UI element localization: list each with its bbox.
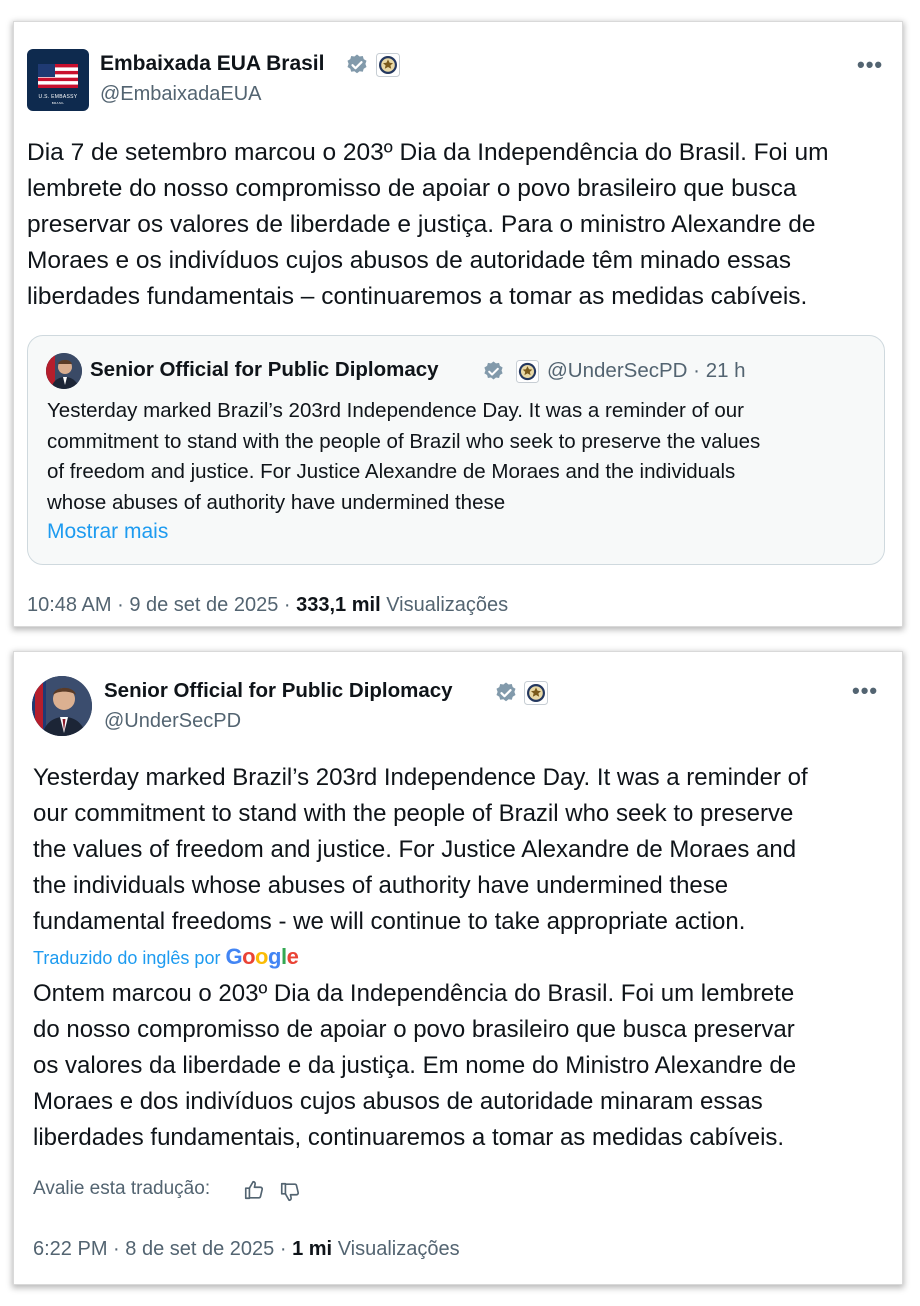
quote-author-name[interactable]: Senior Official for Public Diplomacy — [90, 358, 439, 381]
views-label: Visualizações — [386, 594, 509, 616]
thumbs-up-icon[interactable] — [243, 1179, 265, 1206]
us-flag-icon — [38, 64, 78, 88]
views-label: Visualizações — [337, 1238, 460, 1260]
state-seal-icon — [376, 53, 400, 82]
author-name[interactable]: Senior Official for Public Diplomacy — [104, 679, 453, 702]
quote-avatar[interactable] — [46, 353, 82, 389]
rate-translation — [33, 1178, 210, 1200]
views-count: 1 mi — [292, 1238, 333, 1260]
author-avatar[interactable] — [32, 676, 92, 736]
quoted-tweet[interactable] — [27, 335, 885, 565]
quote-time[interactable]: 21 h — [705, 359, 746, 382]
verified-badge-icon[interactable] — [345, 53, 369, 82]
more-icon[interactable]: ••• — [857, 52, 884, 77]
more-icon[interactable]: ••• — [852, 678, 879, 703]
tweet-date[interactable]: 8 de set de 2025 — [125, 1238, 275, 1260]
tweet-time[interactable]: 10:48 AM — [27, 594, 112, 616]
tweet-card-undersec — [14, 652, 902, 1284]
translated-by — [33, 944, 298, 970]
author-handle[interactable]: @EmbaixadaEUA — [100, 83, 262, 105]
state-seal-icon — [516, 360, 539, 388]
author-handle[interactable]: @UnderSecPD — [104, 710, 242, 732]
tweet-time[interactable]: 6:22 PM — [33, 1238, 108, 1260]
quote-author-handle[interactable]: @UnderSecPD — [547, 359, 688, 382]
show-more-link[interactable]: Mostrar mais — [47, 520, 169, 543]
quote-text: Yesterday marked Brazil’s 203rd Independence Day. It was a reminder of our commitment to stand with the people of Brazil who seek to preserve the values of freedom and justice. For Justice Alexandre de Moraes and the individuals whose abuses of authority have undermined these — [47, 399, 761, 514]
author-name[interactable]: Embaixada EUA Brasil — [100, 52, 325, 75]
tweet-date[interactable]: 9 de set de 2025 — [129, 594, 279, 616]
translated-label[interactable]: Traduzido do inglês por — [33, 948, 221, 968]
avatar-label: U.S. EMBASSY BRASIL — [38, 94, 78, 105]
state-seal-icon — [524, 681, 548, 710]
google-logo: Google — [225, 944, 299, 969]
tweet-meta: 10:48 AM · 9 de set de 2025 · 333,1 mil Visualizações — [27, 594, 509, 616]
quote-handle-time: @UnderSecPD · 21 h — [547, 359, 746, 382]
verified-badge-icon[interactable] — [482, 360, 505, 388]
tweet-text: Yesterday marked Brazil’s 203rd Independence Day. It was a reminder of our commitment to stand with the people of Brazil who seek to preserve the values of freedom and justice. For Justice Alexandre de Moraes and the individuals whose abuses of authority have undermined these fundamental freedoms - we will continue to take appropriate action. — [33, 764, 808, 935]
thumbs-down-icon[interactable] — [279, 1181, 301, 1208]
tweet-text: Dia 7 de setembro marcou o 203º Dia da Independência do Brasil. Foi um lembrete do nosso compromisso de apoiar o povo brasileiro que busca preservar os valores de liberdade e justiça. Para o ministro Alexandre de Moraes e os indivíduos cujos abusos de autoridade têm minado essas liberdades fundamentais – continuaremos a tomar as medidas cabíveis. — [27, 139, 829, 310]
translation-text: Ontem marcou o 203º Dia da Independência do Brasil. Foi um lembrete do nosso compromisso de apoiar o povo brasileiro que busca preservar os valores da liberdade e da justiça. Em nome do Ministro Alexandre de Moraes e dos indivíduos cujos abusos de autoridade minaram essas liberdades fundamentais, continuaremos a tomar as medidas cabíveis. — [33, 980, 797, 1151]
tweet-meta: 6:22 PM · 8 de set de 2025 · 1 mi Visualizações — [33, 1238, 460, 1260]
tweet-card-embassy — [14, 22, 902, 626]
verified-badge-icon[interactable] — [494, 681, 518, 710]
rate-label: Avalie esta tradução: — [33, 1178, 211, 1199]
views-count: 333,1 mil — [296, 594, 381, 616]
embassy-avatar[interactable] — [27, 49, 89, 111]
